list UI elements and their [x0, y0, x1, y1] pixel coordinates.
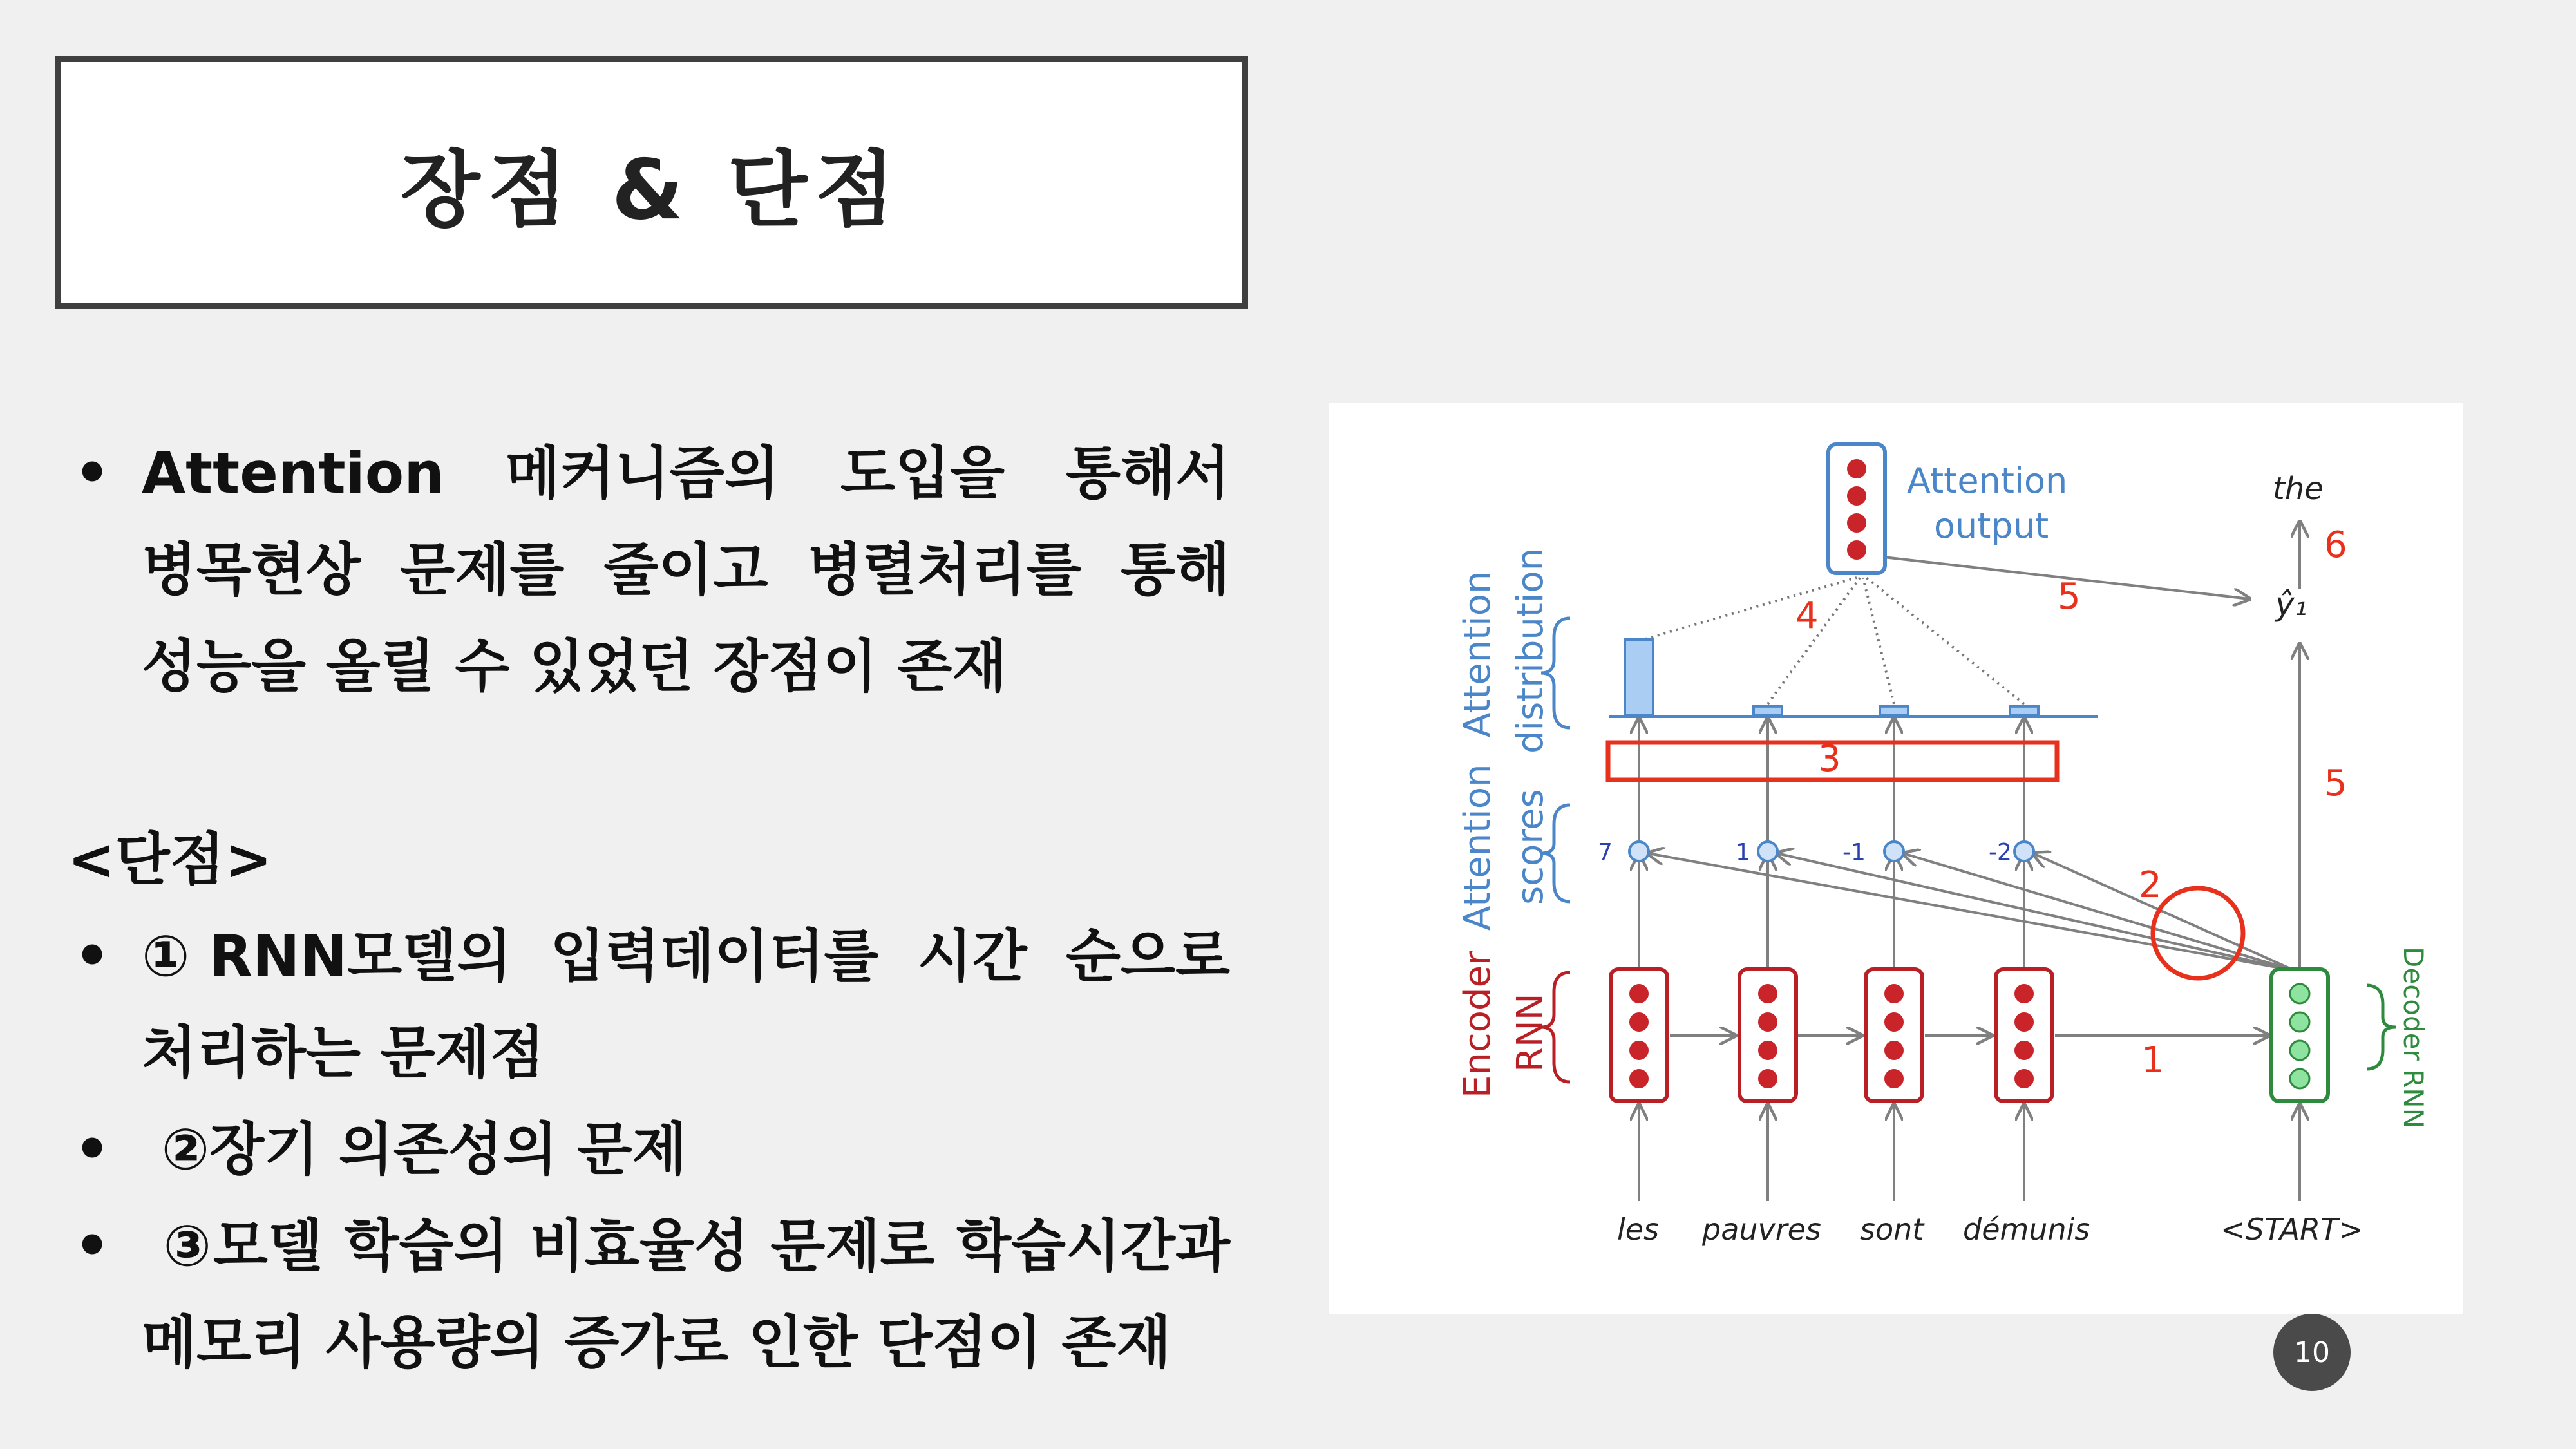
attention-diagram: [1329, 402, 2463, 1314]
page-number: 10: [2273, 1314, 2351, 1391]
score-values: [1598, 839, 2012, 866]
output-word: the: [2273, 471, 2324, 507]
weighted-sum-lines: [1639, 578, 2024, 704]
step-2: 2: [2139, 864, 2162, 906]
input-words: [1617, 1212, 2363, 1247]
bullet-dot: •: [74, 440, 111, 506]
diagram-svg: [1329, 402, 2463, 1314]
slide-title: 장점 & 단점: [400, 142, 903, 238]
label-attention-output-2: output: [1934, 506, 2049, 546]
title-box: [55, 56, 1248, 309]
word-pauvres: pauvres: [1702, 1212, 1821, 1247]
bullet-advantage: [68, 425, 1230, 715]
encoder-cell: [1866, 969, 1922, 1101]
step-6: 6: [2324, 524, 2347, 566]
attention-weight-bar: [1754, 706, 1782, 715]
label-decoder-rnn: Decoder RNN: [2398, 947, 2429, 1129]
label-attention-distribution-1: Attention: [1457, 571, 1499, 737]
label-encoder: Encoder: [1457, 951, 1499, 1098]
bullet-dot: •: [74, 1116, 111, 1182]
input-arrows: [1639, 1104, 2300, 1201]
step-5b: 5: [2324, 762, 2347, 804]
step-5a: 5: [2058, 576, 2081, 618]
disadvantage-3-line-1: ③모델 학습의 비효율성 문제로 학습시간과: [142, 1213, 1230, 1279]
prediction-symbol: ŷ₁: [2275, 585, 2307, 623]
label-attention-scores-1: Attention: [1457, 764, 1499, 931]
attention-weight-bar: [1880, 706, 1908, 715]
encoder-cell: [1739, 969, 1796, 1101]
label-attention-distribution-2: distribution: [1510, 547, 1551, 753]
step-3: 3: [1818, 738, 1841, 780]
word-start: <START>: [2221, 1212, 2363, 1247]
score-node: [1884, 842, 1904, 861]
advantage-line-2: 병목현상 문제를 줄이고 병렬처리를 통해: [142, 536, 1230, 603]
decoder-cell: [2271, 969, 2328, 1101]
disadvantage-1-line-1: ①RNN모델의 입력데이터를 시간 순으로: [142, 923, 1230, 989]
word-les: les: [1617, 1212, 1660, 1247]
label-attention-scores-2: scores: [1510, 789, 1551, 905]
side-labels-blue: [1457, 548, 1551, 931]
step-1: 1: [2141, 1039, 2164, 1081]
step-4: 4: [1795, 595, 1819, 637]
label-attention-output-1: Attention: [1907, 460, 2068, 501]
encoder-cell: [1611, 969, 1667, 1101]
disadvantage-2-line-1: ②장기 의존성의 문제: [142, 1116, 687, 1182]
attention-distribution-bars: [1625, 639, 2038, 715]
bullet-disadvantage-1: [68, 908, 1230, 1101]
bullet-disadvantage-2: [68, 1101, 1230, 1198]
score-node: [1629, 842, 1649, 861]
disadvantage-3-line-2: 메모리 사용량의 증가로 인한 단점이 존재: [142, 1309, 1171, 1376]
score-node: [1758, 842, 1777, 861]
score-value: -1: [1842, 839, 1866, 866]
score-value: 1: [1736, 839, 1750, 866]
encoder-cell: [1996, 969, 2052, 1101]
score-value: -2: [1989, 839, 2012, 866]
decoder-score-arrows: [1648, 853, 2295, 971]
word-demunis: démunis: [1963, 1212, 2090, 1247]
score-node: [2014, 842, 2034, 861]
bullet-dot: •: [74, 923, 111, 989]
advantage-line-3: 성능을 올릴 수 있었던 장점이 존재: [142, 633, 1007, 699]
disadvantage-1-line-2: 처리하는 문제점: [142, 1019, 545, 1086]
bullet-disadvantage-3: [68, 1198, 1230, 1391]
label-rnn: RNN: [1510, 993, 1551, 1072]
side-labels-red: [1457, 950, 1551, 1098]
section-braces: [1541, 618, 2396, 1082]
disadvantage-heading: <단점>: [68, 826, 272, 893]
attention-output-label: [1907, 460, 2067, 546]
advantage-line-1: Attention 메커니즘의 도입을 통해서: [142, 440, 1230, 506]
attention-weight-bar: [1625, 639, 1653, 715]
attention-score-nodes: [1629, 842, 2034, 861]
attention-output-cell: [1828, 444, 1885, 573]
score-value: 7: [1598, 839, 1613, 866]
bullet-list: [68, 425, 1230, 1391]
word-sont: sont: [1860, 1212, 1924, 1247]
attention-weight-bar: [2010, 706, 2038, 715]
bullet-dot: •: [74, 1213, 111, 1279]
